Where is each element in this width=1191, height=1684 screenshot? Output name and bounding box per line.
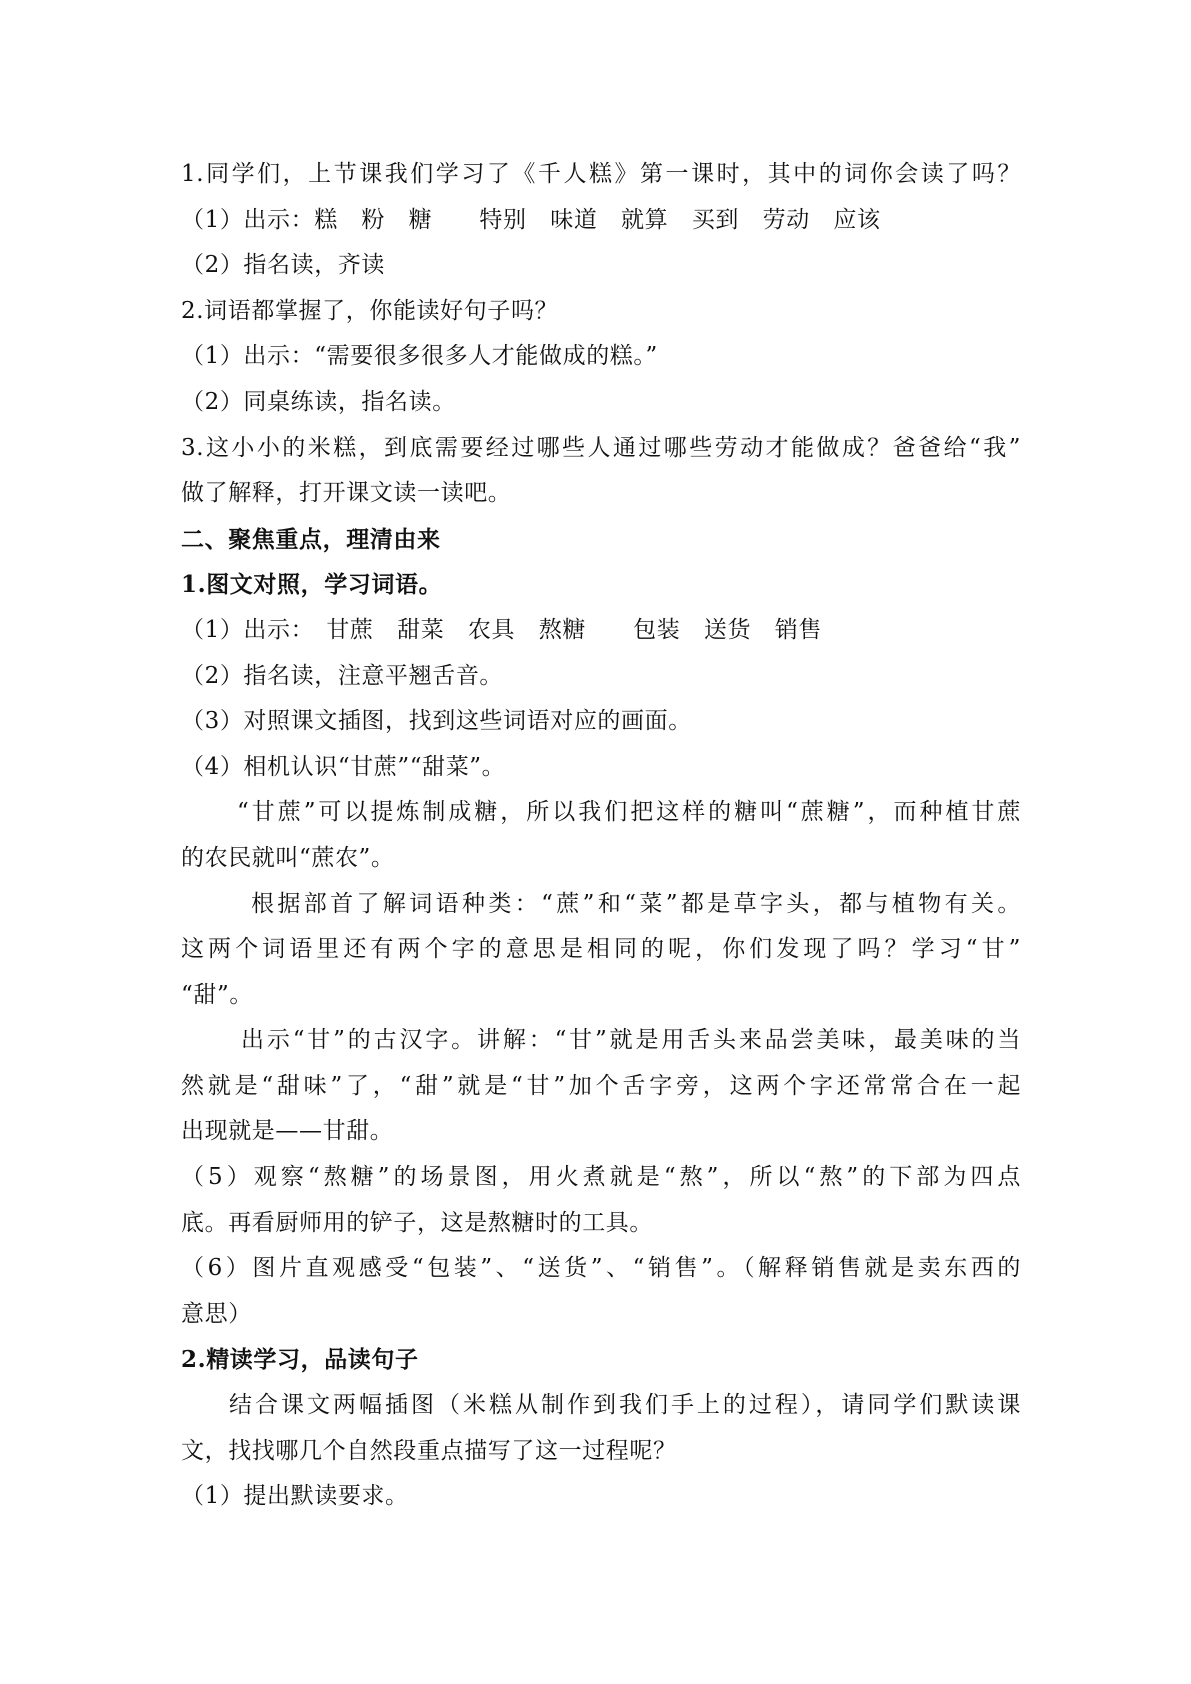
sentence-display: （1）出示：“需要很多很多人才能做成的糕。” xyxy=(181,343,658,370)
rice-cake-question: 3.这小小的米糕，到底需要经过哪些人通过哪些劳动才能做成？爸爸给“我” xyxy=(181,434,1021,461)
section-heading-2: 二、聚焦重点，理清由来 xyxy=(181,525,441,553)
boiling-sugar-observation-cont: 底。再看厨师用的铲子，这是熬糖时的工具。 xyxy=(181,1209,653,1236)
word-list-1: （1）出示：糕 粉 糖 特别 味道 就算 买到 劳动 应该 xyxy=(181,206,881,233)
sugarcane-intro: （4）相机认识“甘蔗”“甜菜”。 xyxy=(181,753,506,780)
ancient-character-explanation-end: 出现就是——甘甜。 xyxy=(181,1118,394,1145)
picture-perception: （6）图片直观感受“包装”、“送货”、“销售”。（解释销售就是卖东西的 xyxy=(181,1255,1021,1282)
sentence-question: 2.词语都掌握了，你能读好句子吗？ xyxy=(181,297,559,324)
document-body xyxy=(181,152,1021,1520)
illustration-instruction: （3）对照课文插图，找到这些词语对应的画面。 xyxy=(181,708,692,735)
read-instruction-1: （2）指名读，齐读 xyxy=(181,252,386,279)
read-instruction-3: （2）指名读，注意平翘舌音。 xyxy=(181,662,504,689)
sugarcane-explanation-cont: 的农民就叫“蔗农”。 xyxy=(181,844,395,871)
subheading-vocabulary: 1.图文对照，学习词语。 xyxy=(181,571,443,599)
boiling-sugar-observation: （5）观察“熬糖”的场景图，用火煮就是“熬”，所以“熬”的下部为四点 xyxy=(181,1164,1021,1191)
word-list-2: （1）出示： 甘蔗 甜菜 农具 熬糖 包装 送货 销售 xyxy=(181,616,822,643)
close-reading-instruction: 结合课文两幅插图（米糕从制作到我们手上的过程），请同学们默读课 xyxy=(229,1392,1021,1419)
ancient-character-explanation: 出示“甘”的古汉字。讲解：“甘”就是用舌头来品尝美味，最美味的当 xyxy=(241,1027,1021,1054)
picture-perception-cont: 意思） xyxy=(181,1300,252,1327)
radical-explanation: 根据部首了解词语种类：“蔗”和“菜”都是草字头，都与植物有关。 xyxy=(251,890,1021,917)
radical-explanation-end: “甜”。 xyxy=(181,981,253,1008)
rice-cake-question-cont: 做了解释，打开课文读一读吧。 xyxy=(181,480,512,507)
sugarcane-explanation: “甘蔗”可以提炼制成糖，所以我们把这样的糖叫“蔗糖”，而种植甘蔗 xyxy=(237,799,1021,826)
ancient-character-explanation-cont: 然就是“甜味”了，“甜”就是“甘”加个舌字旁，这两个字还常常合在一起 xyxy=(181,1072,1021,1099)
close-reading-instruction-cont: 文，找找哪几个自然段重点描写了这一过程呢？ xyxy=(181,1437,677,1464)
review-question: 1.同学们，上节课我们学习了《千人糕》第一课时，其中的词你会读了吗？ xyxy=(181,161,1021,187)
radical-explanation-cont: 这两个词语里还有两个字的意思是相同的呢，你们发现了吗？学习“甘” xyxy=(181,936,1021,963)
read-instruction-2: （2）同桌练读，指名读。 xyxy=(181,388,456,415)
subheading-close-reading: 2.精读学习，品读句子 xyxy=(181,1346,419,1374)
silent-reading-requirement: （1）提出默读要求。 xyxy=(181,1483,409,1510)
